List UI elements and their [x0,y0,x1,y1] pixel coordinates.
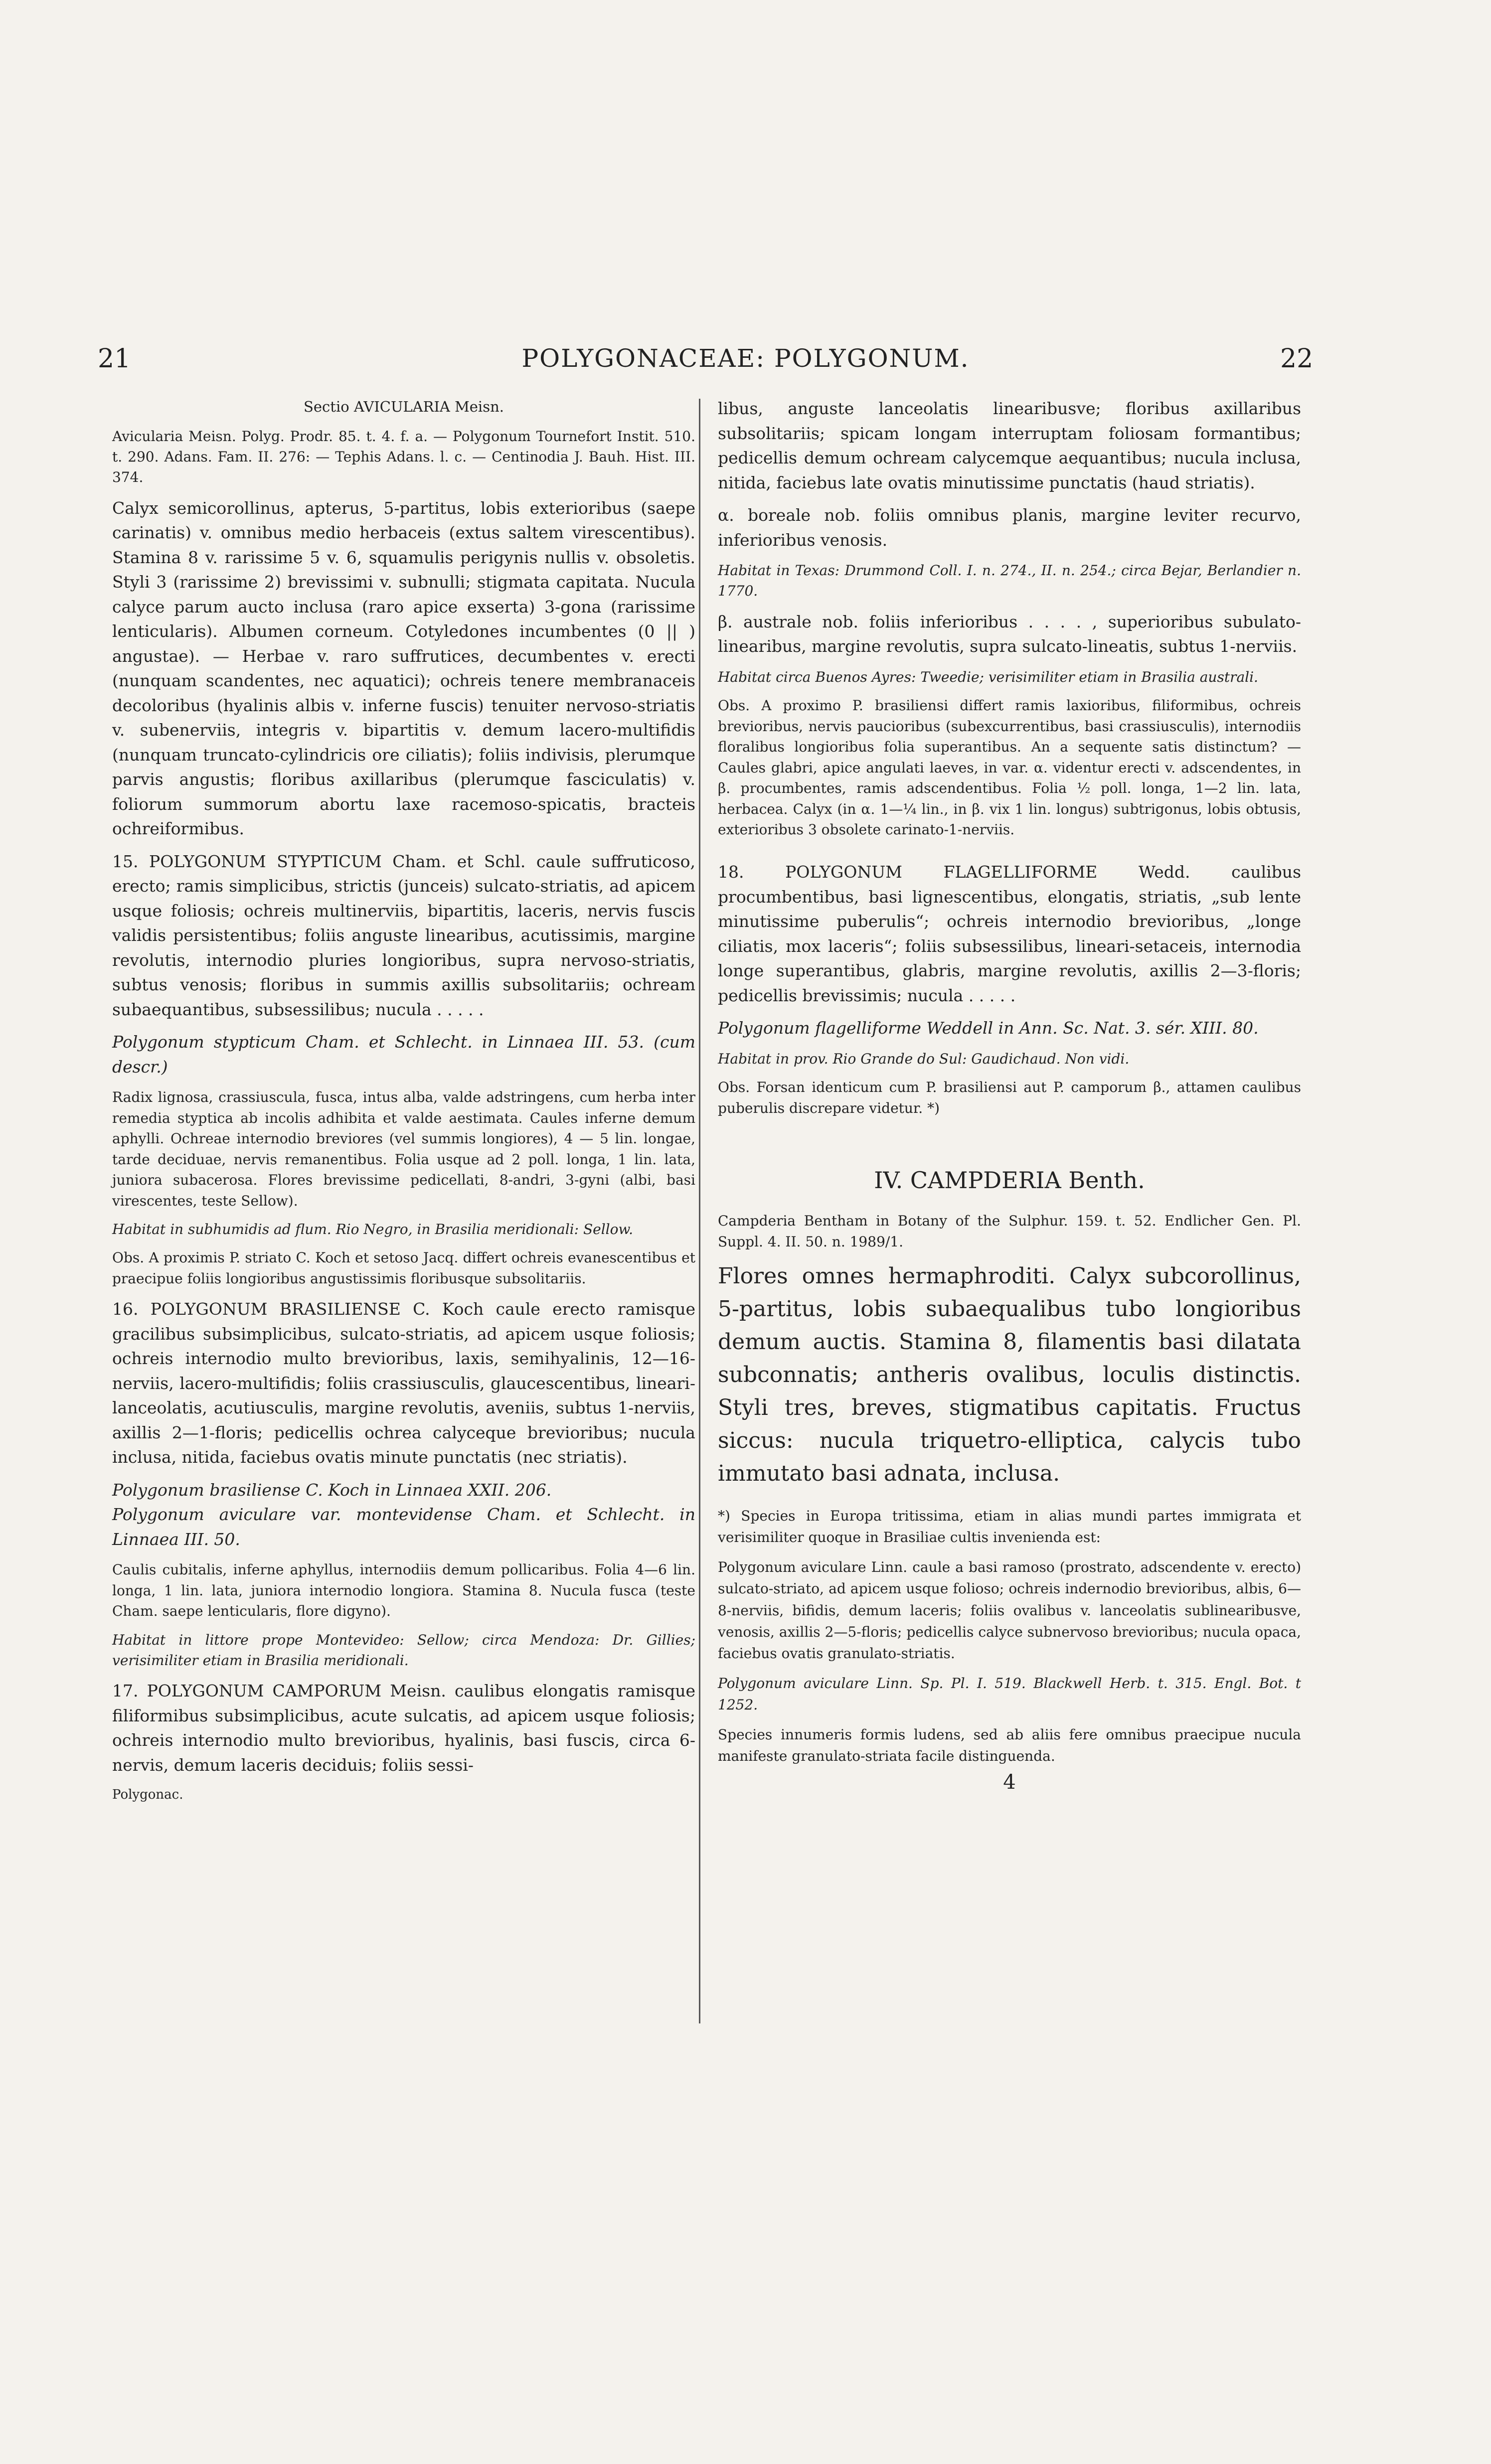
footnote-reference: Polygonum aviculare Linn. Sp. Pl. I. 519. Blackwell Herb. t. 315. Engl. Bot. t 1252. [718,1675,1301,1713]
section-description: Calyx semicorollinus, apterus, 5-partitus, lobis exterioribus (saepe carinatis) v. omnibus medio herbaceis (extus saltem virescentibus). Stamina 8 v. rarissime 5 v. 6, squamulis perigynis nullis v. obsoletis. Styli 3 (rarissime 2) brevissimi v. subnulli; stigmata capitata. Nucula calyce parum aucto inclusa (raro apice exserta) 3-gona (rarissime lenticularis). Albumen corneum. Cotyledones incumbentes (0 || ) angustae). — Herbae v. raro suffrutices, decumbentes v. erecti (nunquam scandentes, nec aquatici); ochreis tenere membranaceis decoloribus (hyalinis albis v. inferne fuscis) tenuiter nervoso-striatis v. subenerviis, integris v. bipartitis v. demum lacero-multifidis (nunquam truncato-cylindricis ore ciliatis); foliis indivisis, plerumque parvis angustis; floribus axillaribus (plerumque fasciculatis) v. foliorum summorum abortu laxe racemoso-spicatis, bracteis ochreiformibus. [112,498,695,839]
column-divider [699,399,700,2023]
species-15-ref: Polygonum stypticum Cham. et Schlecht. in Linnaea III. 53. (cum descr.) [112,1032,695,1077]
section-heading: Sectio AVICULARIA Meisn. [304,398,504,415]
genus-description: Flores omnes hermaphroditi. Calyx subcorollinus, 5-partitus, lobis subaequalibus tubo longioribus demum auctis. Stamina 8, filamentis basi dilatata subconnatis; antheris ovalibus, loculis distinctis. Styli tres, breves, stigmatibus capitatis. Fructus siccus: nucula triquetro-elliptica, calycis tubo immutato basi adnata, inclusa. [718,1263,1301,1487]
page-number-right: 22 [1280,344,1314,374]
page-title: POLYGONACEAE: POLYGONUM. [521,344,970,373]
variety-alpha-habitat: Habitat in Texas: Drummond Coll. I. n. 274., II. n. 254.; circa Bejar, Berlandier n. 1770. [718,562,1301,600]
species-16: 16. POLYGONUM BRASILIENSE C. Koch caule erecto ramisque gracilibus subsimplicibus, sulcato-striatis, ad apicem usque foliosis; ochreis internodio multo brevioribus, laxis, semihyalinis, 12—16-nerviis, lacero-multifidis; foliis crassiusculis, glaucescentibus, lineari-lanceolatis, acutiusculis, margine revolutis, aveniis, subtus 1-nerviis, axillis 2—1-floris; pedicellis ochrea calyceque brevioribus; nucula inclusa, nitida, faciebus ovatis minute punctatis (nec striatis). [112,1299,695,1467]
species-17-cont: libus, anguste lanceolatis linearibusve; floribus axillaribus subsolitariis; spicam longam interruptam foliosam formantibus; pedicellis demum ochream calycemque aequantibus; nucula inclusa, nitida, faciebus late ovatis minutissime punctatis (haud striatis). [718,399,1301,492]
right-column [718,396,1301,1806]
species-16-ref-1: Polygonum brasiliense C. Koch in Linnaea XXII. 206. [112,1480,552,1500]
footnote-species: Polygonum aviculare Linn. caule a basi ramoso (prostrato, adscendente v. erecto) sulcato-striato, ad apicem usque folioso; ochreis indernodio brevioribus, albis, 6—8-nerviis, bifidis, demum laceris; foliis ovalibus v. lanceolatis sublinearibusve, venosis, axillis 2—5-floris; pedicellis calyce subnervoso brevioribus; nucula opaca, faciebus ovatis granulato-striatis. [718,1558,1301,1662]
folio-number: 4 [1003,1771,1016,1794]
species-18-ref: Polygonum flagelliforme Weddell in Ann. Sc. Nat. 3. sér. XIII. 80. [718,1018,1259,1038]
section-synonyms: Avicularia Meisn. Polyg. Prodr. 85. t. 4. f. a. — Polygonum Tournefort Instit. 510. t. 290. Adans. Fam. II. 276: — Tephis Adans. l. c. — Centinodia J. Bauh. Hist. III. 374. [112,428,695,486]
genus-reference: Campderia Bentham in Botany of the Sulphur. 159. t. 52. Endlicher Gen. Pl. Suppl. 4. II. 50. n. 1989/1. [718,1213,1301,1250]
species-17: 17. POLYGONUM CAMPORUM Meisn. caulibus elongatis ramisque filiformibus subsimplicibus, acute sulcatis, ad apicem usque foliosis; ochreis internodio multo brevioribus, hyalinis, basi fuscis, circa 6-nervis, demum laceris deciduis; foliis sessi- [112,1681,695,1775]
page-number-left: 21 [98,344,131,374]
variety-beta-habitat: Habitat circa Buenos Ayres: Tweedie; verisimiliter etiam in Brasilia australi. [718,668,1258,685]
variety-alpha: α. boreale nob. foliis omnibus planis, margine leviter recurvo, inferioribus venosis. [718,505,1301,550]
footnote [718,1505,1301,1798]
left-column [112,396,695,1813]
species-18-obs: Obs. Forsan identicum cum P. brasiliensi aut P. camporum β., attamen caulibus puberulis discrepare videtur. *) [718,1079,1301,1116]
species-15: 15. POLYGONUM STYPTICUM Cham. et Schl. caule suffruticoso, erecto; ramis simplicibus, strictis (junceis) sulcato-striatis, ad apicem usque foliosis; ochreis multinerviis, bipartitis, laceris, nervis fuscis validis persistentibus; foliis anguste linearibus, acutissimis, margine revolutis, internodio pluries longioribus, supra nervoso-striatis, subtus venosis; floribus in summis axillis subsolitariis; ochream subaequantibus, subsessilibus; nucula . . . . . [112,851,695,1019]
species-16-habitat: Habitat in littore prope Montevideo: Sellow; circa Mendoza: Dr. Gillies; verisimiliter etiam in Brasilia meridionali. [112,1631,695,1669]
species-15-habitat: Habitat in subhumidis ad flum. Rio Negro, in Brasilia meridionali: Sellow. [112,1221,634,1237]
species-16-desc: Caulis cubitalis, inferne aphyllus, internodiis demum pollicaribus. Folia 4—6 lin. longa, 1 lin. lata, juniora internodio longiora. Stamina 8. Nucula fusca (teste Cham. saepe lenticularis, flore digyno). [112,1561,695,1620]
signature-mark: Polygonac. [112,1787,183,1803]
species-15-obs: Obs. A proximis P. striato C. Koch et setoso Jacq. differt ochreis evanescentibus et praecipue foliis longioribus angustissimis floribusque subsolitariis. [112,1249,695,1287]
footnote-note: Species innumeris formis ludens, sed ab aliis fere omnibus praecipue nucula manifeste granulato-striata facile distinguenda. [718,1726,1301,1764]
genus-heading: IV. CAMPDERIA Benth. [874,1167,1145,1194]
footnote-intro: *) Species in Europa tritissima, etiam in alias mundi partes immigrata et verisimiliter quoque in Brasiliae cultis inveniendа est: [718,1508,1301,1546]
species-18-habitat: Habitat in prov. Rio Grande do Sul: Gaudichaud. Non vidi. [718,1050,1130,1067]
species-15-desc: Radix lignosa, crassiuscula, fusca, intus alba, valde adstringens, cum herba inter remedia styptica ab incolis adhibita et valde aestimata. Caules inferne demum aphylli. Ochreae internodio breviores (vel summis longiores), 4 — 5 lin. longae, tarde deciduae, nervis remanentibus. Folia usque ad 2 poll. longa, 1 lin. lata, juniora subacerosa. Flores brevissime pedicellati, 8-andri, 3-gyni (albi, basi virescentes, teste Sellow). [112,1089,695,1209]
species-18: 18. POLYGONUM FLAGELLIFORME Wedd. caulibus procumbentibus, basi lignescentibus, elongatis, striatis, „sub lente minutissime puberulis“; ochreis internodio brevioribus, „longe ciliatis, mox laceris“; foliis subsessilibus, lineari-setaceis, internodia longe superantibus, glabris, margine revolutis, axillis 2—3-floris; pedicellis brevissimis; nucula . . . . . [718,862,1301,1005]
species-17-obs: Obs. A proximo P. brasiliensi differt ramis laxioribus, filiformibus, ochreis brevioribus, nervis paucioribus (subexcurrentibus, basi crassiusculis), internodiis floralibus longioribus folia superantibus. An a sequente satis distinctum? — Caules glabri, apice angulati laeves, in var. α. videntur erecti v. adscendentes, in β. procumbentes, ramis adscendentibus. Folia ½ poll. longa, 1—2 lin. lata, herbacea. Calyx (in α. 1—¼ lin., in β. vix 1 lin. longus) subtrigonus, lobis obtusis, exterioribus 3 obsolete carinato-1-nerviis. [718,697,1301,838]
species-16-ref-2: Polygonum aviculare var. montevidense Cham. et Schlecht. in Linnaea III. 50. [112,1505,695,1549]
variety-beta: β. australe nob. foliis inferioribus . . . . , superioribus subulato-linearibus, margine revolutis, supra sulcato-lineatis, subtus 1-nerviis. [718,612,1301,656]
